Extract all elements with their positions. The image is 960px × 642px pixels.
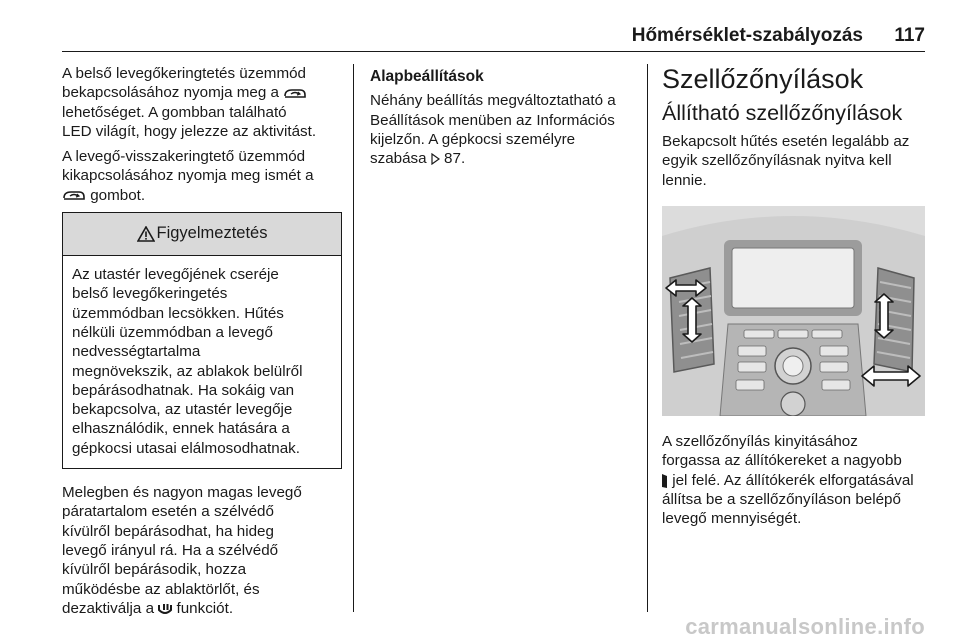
vents-heading: Szellőzőnyílások — [662, 64, 864, 94]
column-divider-2 — [647, 64, 648, 612]
site-watermark: carmanualsonline.info — [685, 614, 925, 639]
column-1 — [62, 64, 342, 624]
column-divider-1 — [353, 64, 354, 612]
warning-header — [63, 213, 341, 256]
page-reference-arrow-icon — [431, 153, 440, 165]
warning-box — [62, 212, 342, 469]
warning-body: Az utastér levegőjének cseréje belső levegőkeringetés üzemmódban lecsökken. Hűtés nélküli üzemmódban a levegő nedvességtartalma megnövekszik, az ablakok belülről bepárásodhatnak. Ha sokáig van bekapcsolva, az utastér levegője elhasználódik, ennek hatására a gépkocsi utasai elálmosodhatnak. — [72, 266, 303, 457]
adjustable-vents-heading: Állítható szellőzőnyílások — [662, 101, 903, 125]
page-reference-link[interactable]: 87. — [444, 150, 466, 168]
section-title: Hőmérséklet-szabályozás — [631, 25, 863, 46]
column-2 — [370, 64, 642, 174]
recirculation-icon — [62, 189, 86, 202]
page-header — [62, 25, 925, 52]
recirculation-off-paragraph: A levegő-visszakeringtető üzemmód kikapcsolásához nyomja meg ismét a gombot. — [62, 148, 314, 204]
windshield-defog-icon — [158, 602, 172, 615]
recirculation-icon — [283, 87, 307, 100]
vent-caption-paragraph: A szellőzőnyílás kinyitásához forgassa az állítókereket a nagyobb jel felé. Az állítókerék elforgatásával állítsa be a szellőzőnyíláson belépő levegő mennyiségét. — [662, 433, 914, 528]
recirculation-on-paragraph: A belső levegőkeringtetés üzemmód bekapcsolásához nyomja meg a lehetőséget. A gombban található LED világít, hogy jelezze az aktivitást. — [62, 65, 317, 140]
warning-triangle-icon — [137, 226, 155, 242]
basic-settings-heading: Alapbeállítások — [370, 68, 484, 85]
page-number: 117 — [894, 25, 925, 46]
vent-open-symbol-icon — [662, 474, 668, 488]
windshield-fog-paragraph: Melegben és nagyon magas levegő páratartalom esetén a szélvédő kívülről bepárásodhat, ha hideg levegő irányul rá. Ha a szélvédő kívülről bepárásodik, hozza működésbe az ablaktörlőt, és dezaktiválja a funkciót. — [62, 484, 302, 617]
column-3 — [662, 64, 927, 535]
dashboard-vents-photo — [662, 206, 925, 416]
basic-settings-paragraph: Néhány beállítás megváltoztatható a Beállítások menüben az Információs kijelzőn. A gépkocsi személyre szabása 87. — [370, 92, 616, 168]
vents-intro-paragraph: Bekapcsolt hűtés esetén legalább az egyik szellőzőnyílásnak nyitva kell lennie. — [662, 133, 910, 189]
warning-title: Figyelmeztetés — [156, 224, 268, 243]
